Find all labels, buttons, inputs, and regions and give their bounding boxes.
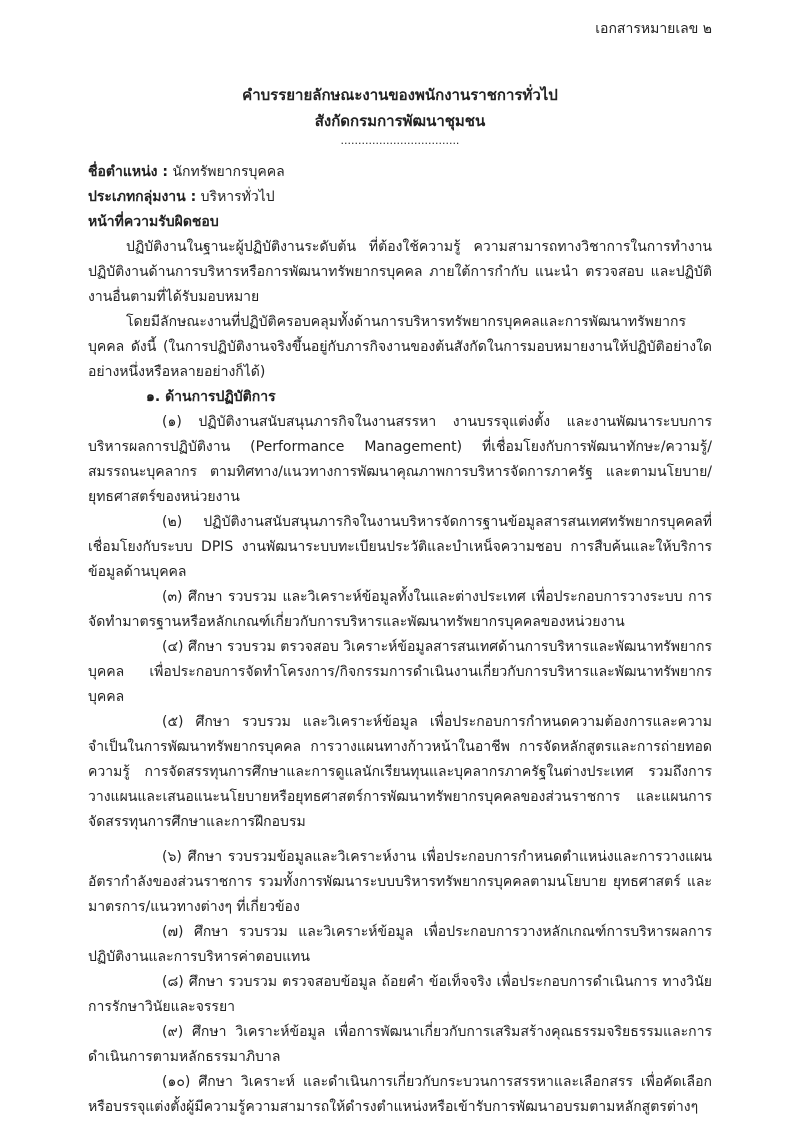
duty-item: (๑) ปฏิบัติงานสนับสนุนภารกิจในงานสรรหา งานบรรจุแต่งตั้ง และงานพัฒนาระบบการบริหารผลการปฏิบัติงาน (Performance Management) ที่เชื่อมโยงกับการพัฒนาทักษะ/ความรู้/สมรรถนะบุคลากร ตามทิศทาง/แนวทางการพัฒนาคุณภาพการบริหารจัดการภาครัฐ และตามนโยบาย/ยุทธศาสตร์ของหน่วยงาน bbox=[88, 414, 712, 505]
duty-item: (๘) ศึกษา รวบรวม ตรวจสอบข้อมูล ถ้อยคำ ข้อเท็จจริง เพื่อประกอบการดำเนินการ ทางวินัย การรักษาวินัยและจรรยา bbox=[88, 974, 712, 1015]
group-value: บริหารทั่วไป bbox=[200, 189, 275, 205]
intro-paragraph: โดยมีลักษณะงานที่ปฏิบัติครอบคลุมทั้งด้านการบริหารทรัพยากรบุคคลและการพัฒนาทรัพยากรบุคคล ดังนี้ (ในการปฏิบัติงานจริงขึ้นอยู่กับภารกิจงานของต้นสังกัดในการมอบหมายงานให้ปฏิบัติอย่างใดอย่างหนึ่งหรือหลายอย่างก็ได้) bbox=[88, 314, 712, 380]
position-value: นักทรัพยากรบุคคล bbox=[172, 164, 285, 180]
separator: .................................. bbox=[340, 134, 460, 147]
group-field bbox=[88, 185, 712, 210]
title-line-2: สังกัดกรมการพัฒนาชุมชน bbox=[314, 112, 486, 130]
document-title bbox=[0, 82, 800, 134]
duties-heading bbox=[88, 210, 712, 235]
duty-item: (๖) ศึกษา รวบรวมข้อมูลและวิเคราะห์งาน เพื่อประกอบการกำหนดตำแหน่งและการวางแผนอัตรากำลังของส่วนราชการ รวมทั้งการพัฒนาระบบบริหารทรัพยากรบุคคลตามนโยบาย ยุทธศาสตร์ และมาตรการ/แนวทางต่างๆ ที่เกี่ยวข้อง bbox=[88, 849, 712, 915]
duty-item: (๒) ปฏิบัติงานสนับสนุนภารกิจในงานบริหารจัดการฐานข้อมูลสารสนเทศทรัพยากรบุคคลที่เชื่อมโยงกับระบบ DPIS งานพัฒนาระบบทะเบียนประวัติและบำเหน็จความชอบ การสืบค้นและให้บริการข้อมูลด้านบุคคล bbox=[88, 514, 712, 580]
duty-item: (๙) ศึกษา วิเคราะห์ข้อมูล เพื่อการพัฒนาเกี่ยวกับการเสริมสร้างคุณธรรมจริยธรรมและการดำเนินการตามหลักธรรมาภิบาล bbox=[88, 1024, 712, 1065]
duty-item: (๕) ศึกษา รวบรวม และวิเคราะห์ข้อมูล เพื่อประกอบการกำหนดความต้องการและความจำเป็นในการพัฒนาทรัพยากรบุคคล การวางแผนทางก้าวหน้าในอาชีพ การจัดหลักสูตรและการถ่ายทอดความรู้ การจัดสรรทุนการศึกษาและการดูแลนักเรียนทุนและบุคลากรภาครัฐในต่างประเทศ รวมถึงการวางแผนและเสนอแนะนโยบายหรือยุทธศาสตร์การพัฒนาทรัพยากรบุคคลของส่วนราชการ และแผนการจัดสรรทุนการศึกษาและการฝึกอบรม bbox=[88, 714, 712, 830]
title-line-1: คำบรรยายลักษณะงานของพนักงานราชการทั่วไป bbox=[242, 86, 558, 104]
document-number: เอกสารหมายเลข ๒ bbox=[595, 21, 712, 37]
duty-item: (๓) ศึกษา รวบรวม และวิเคราะห์ข้อมูลทั้งในและต่างประเทศ เพื่อประกอบการวางระบบ การจัดทำมาตรฐานหรือหลักเกณฑ์เกี่ยวกับการบริหารและพัฒนาทรัพยากรบุคคลของหน่วยงาน bbox=[88, 589, 712, 630]
duty-item: (๑๐) ศึกษา วิเคราะห์ และดำเนินการเกี่ยวกับกระบวนการสรรหาและเลือกสรร เพื่อคัดเลือกหรือบรรจุแต่งตั้งผู้มีความรู้ความสามารถให้ดำรงตำแหน่งหรือเข้ารับการพัฒนาอบรมตามหลักสูตรต่างๆ bbox=[88, 1074, 712, 1115]
duties-heading-text: หน้าที่ความรับผิดชอบ bbox=[88, 214, 219, 230]
group-label: ประเภทกลุ่มงาน : bbox=[88, 189, 197, 205]
position-field bbox=[88, 160, 712, 185]
section-heading: ๑. ด้านการปฏิบัติการ bbox=[146, 389, 276, 405]
position-label: ชื่อตำแหน่ง : bbox=[88, 164, 168, 180]
intro-paragraph: ปฏิบัติงานในฐานะผู้ปฏิบัติงานระดับต้น ที่ต้องใช้ความรู้ ความสามารถทางวิชาการในการทำงาน ปฏิบัติงานด้านการบริหารหรือการพัฒนาทรัพยากรบุคคล ภายใต้การกำกับ แนะนำ ตรวจสอบ และปฏิบัติงานอื่นตามที่ได้รับมอบหมาย bbox=[88, 239, 712, 305]
duty-item: (๗) ศึกษา รวบรวม และวิเคราะห์ข้อมูล เพื่อประกอบการวางหลักเกณฑ์การบริหารผลการปฏิบัติงานและการบริหารค่าตอบแทน bbox=[88, 924, 712, 965]
document-body bbox=[88, 160, 712, 1120]
duty-item: (๔) ศึกษา รวบรวม ตรวจสอบ วิเคราะห์ข้อมูลสารสนเทศด้านการบริหารและพัฒนาทรัพยากรบุคคล เพื่อประกอบการจัดทำโครงการ/กิจกรรมการดำเนินงานเกี่ยวกับการบริหารและพัฒนาทรัพยากรบุคคล bbox=[88, 639, 712, 705]
